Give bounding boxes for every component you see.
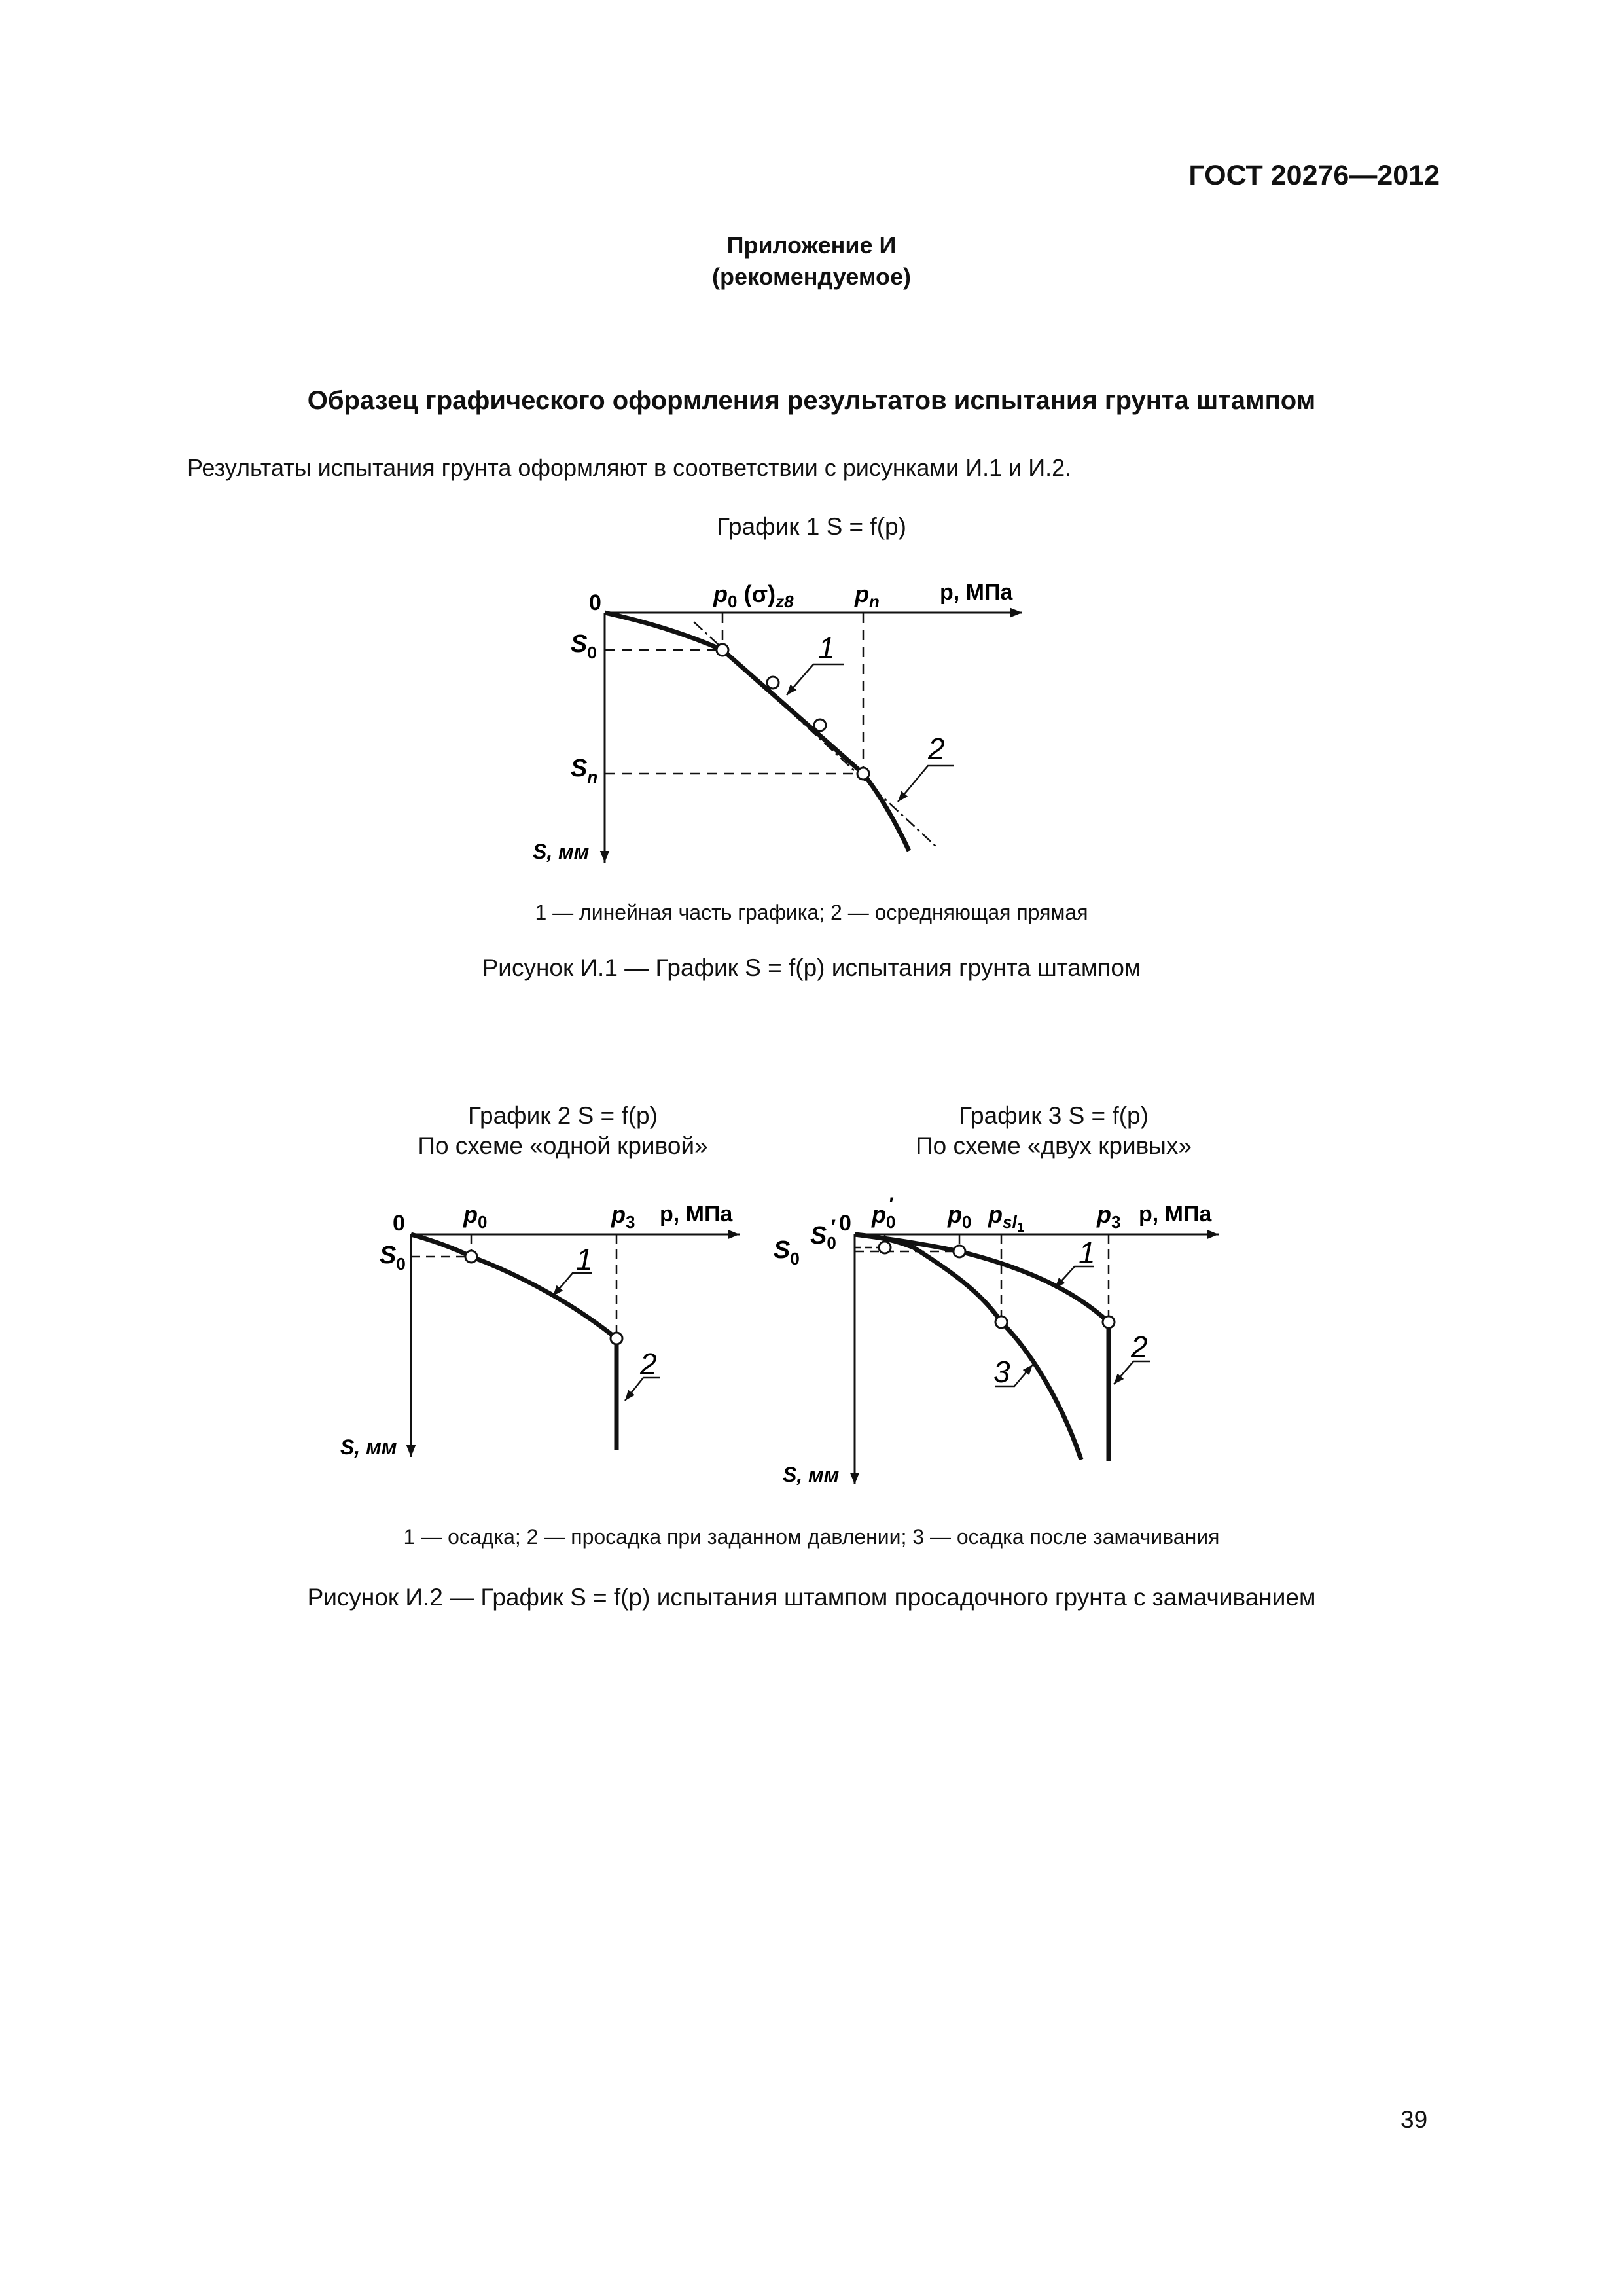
- intro-paragraph: Результаты испытания грунта оформляют в соответствии с рисунками И.1 и И.2.: [187, 454, 1072, 481]
- graph3-point: [954, 1246, 965, 1257]
- graph3-subtitle: По схеме «двух кривых»: [916, 1132, 1192, 1159]
- appendix-subtitle: (рекомендуемое): [712, 263, 911, 290]
- graph1-point: [767, 677, 779, 689]
- graph1-averaging-line: [694, 622, 936, 846]
- graph2-subtitle: По схеме «одной кривой»: [418, 1132, 708, 1159]
- graph3-title: График 3 S = f(p): [959, 1102, 1149, 1129]
- graph2-leader-1: [553, 1273, 592, 1296]
- graph3-number-2: 2: [1131, 1330, 1148, 1364]
- graph3-curve-3: [855, 1234, 1081, 1460]
- figure2-caption: Рисунок И.2 — График S = f(p) испытания штампом просадочного грунта с замачиванием: [307, 1584, 1316, 1611]
- graph1-point: [857, 768, 869, 780]
- graph1-title: График 1 S = f(p): [717, 513, 906, 540]
- graph3-p0-label: $p_0$: [948, 1201, 972, 1232]
- graph1: [533, 580, 1022, 863]
- graph3-s0-label: $S_0$: [774, 1236, 800, 1268]
- graph2-p0-label: $p_0$: [463, 1201, 488, 1232]
- page-number: 39: [1400, 2106, 1428, 2133]
- graph1-origin-label: 0: [589, 590, 601, 615]
- graph2-s-axis-label: S, мм: [340, 1435, 397, 1459]
- graph2-point: [611, 1333, 622, 1344]
- graph2-number-1: 1: [576, 1242, 593, 1276]
- graph1-p0-label: $p_0$ $(\sigma)_{z8}$: [713, 581, 794, 611]
- graph1-p-axis-label: p, МПа: [940, 580, 1013, 605]
- graph2-point: [465, 1251, 477, 1263]
- graph2-origin-label: 0: [393, 1211, 405, 1236]
- figure1-caption: Рисунок И.1 — График S = f(p) испытания грунта штампом: [482, 954, 1141, 981]
- graph1-point: [717, 644, 728, 656]
- graph1-leader-1: [787, 664, 844, 695]
- graph3-s0prime-label: $S_0'$: [810, 1216, 836, 1253]
- graph3-p0prime-label: $p_0'$: [872, 1194, 896, 1232]
- document-code: ГОСТ 20276—2012: [1188, 160, 1440, 191]
- graph3-number-3: 3: [993, 1355, 1010, 1389]
- graph3-leader-2: [1114, 1361, 1150, 1384]
- graph3-number-1: 1: [1079, 1236, 1096, 1270]
- graph3-origin-label: 0: [839, 1211, 851, 1236]
- graph1-number-2: 2: [928, 732, 945, 766]
- graph2-p3-label: $p_3$: [611, 1201, 635, 1232]
- graph1-point: [814, 719, 826, 731]
- graph1-leader-2: [898, 766, 954, 802]
- graph2-title: График 2 S = f(p): [468, 1102, 658, 1129]
- graph2-p-axis-label: p, МПа: [660, 1202, 733, 1227]
- graph3-point: [879, 1242, 891, 1253]
- figure2-legend: 1 — осадка; 2 — просадка при заданном давлении; 3 — осадка после замачивания: [403, 1525, 1220, 1549]
- figure1-legend: 1 — линейная часть графика; 2 — осредняющая прямая: [535, 901, 1088, 924]
- graph2-number-2: 2: [640, 1347, 657, 1381]
- graph2-s0-label: $S_0$: [380, 1242, 406, 1274]
- graph1-sn-label: $S_n$: [571, 755, 598, 787]
- graph3-p3-label: $p_3$: [1097, 1201, 1121, 1232]
- graph2-leader-2: [625, 1378, 660, 1401]
- graph3-p-axis-label: p, МПа: [1139, 1202, 1212, 1227]
- appendix-title: Приложение И: [726, 232, 897, 259]
- graph3-s-axis-label: S, мм: [783, 1463, 840, 1486]
- graph1-s0-label: $S_0$: [571, 630, 597, 662]
- graph3-point: [1103, 1316, 1115, 1328]
- section-title: Образец графического оформления результатов испытания грунта штампом: [307, 386, 1316, 415]
- graph3-psl-label: $p_{sl}1$: [988, 1201, 1024, 1235]
- graph3: [774, 1194, 1219, 1486]
- graph1-number-1: 1: [818, 631, 835, 665]
- graph1-pn-label: $p_n$: [855, 581, 880, 611]
- graph3-point: [995, 1316, 1007, 1328]
- graph1-s-axis-label: S, мм: [533, 840, 590, 863]
- graph2: [340, 1201, 740, 1459]
- graph3-curve-1: [855, 1234, 1109, 1322]
